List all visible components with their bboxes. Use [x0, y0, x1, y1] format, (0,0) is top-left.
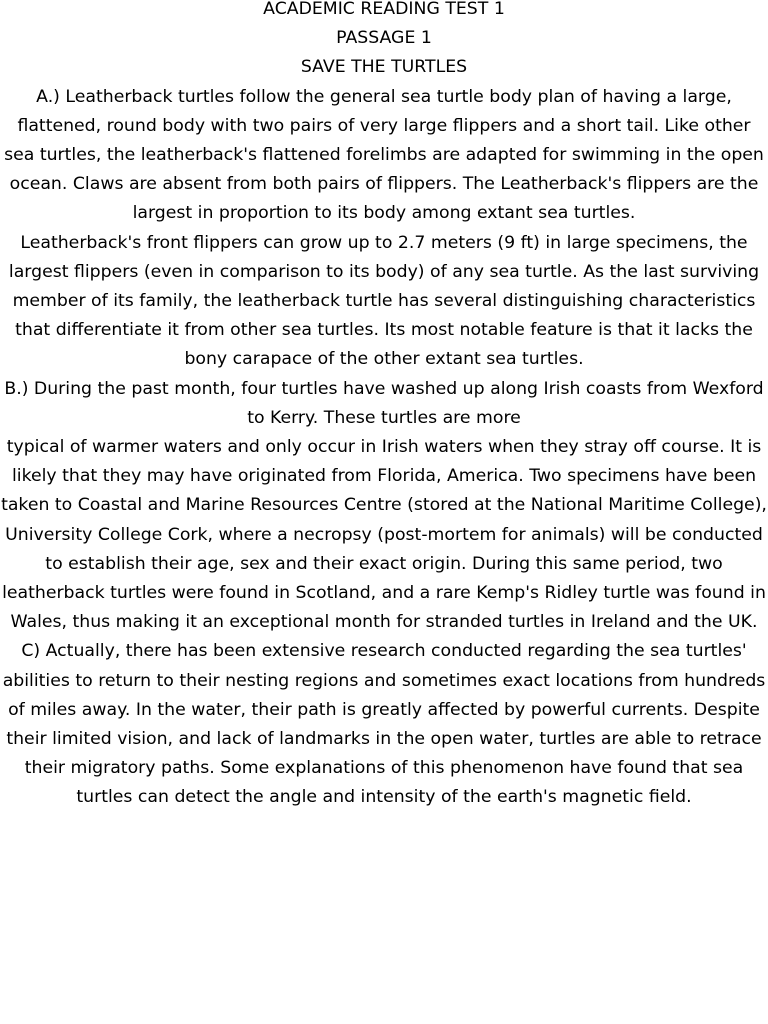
- test-title: ACADEMIC READING TEST 1: [263, 0, 505, 19]
- paragraph-c: C) Actually, there has been extensive research conducted regarding the sea turtles' abilities to return to their nesting regions and sometimes exact locations from hundreds of miles away. In the water, their path is greatly affected by powerful currents. Despite their limited vision, and lack of landmarks in the open water, turtles are able to retrace their migratory paths. Some explanations of this phenomenon have found that sea turtles can detect the angle and intensity of the earth's magnetic field.: [2, 641, 766, 808]
- paragraph-b: B.) During the past month, four turtles have washed up along Irish coasts from Wexford to Kerry. These turtles are more: [4, 378, 764, 428]
- passage-label: PASSAGE 1: [336, 28, 432, 49]
- passage-title: SAVE THE TURTLES: [300, 57, 468, 78]
- paragraph-b-continued: typical of warmer waters and only occur in Irish waters when they stray off course. It is likely that they may have originated from Florida, America. Two specimens have been taken to Coastal and Marine Resources Centre (stored at the National Maritime College), University College Cork, where a necropsy (post-mortem for animals) will be conducted to establish their age, sex and their exact origin. During this same period, two leatherback turtles were found in Scotland, and a rare Kemp's Ridley turtle was found in Wales, thus making it an exceptional month for stranded turtles in Ireland and the UK.: [1, 437, 767, 633]
- paragraph-a: A.) Leatherback turtles follow the general sea turtle body plan of having a large, flattened, round body with two pairs of very large flippers and a short tail. Like other sea turtles, the leatherback's flattened forelimbs are adapted for swimming in the open ocean. Claws are absent from both pairs of flippers. The Leatherback's flippers are the largest in proportion to its body among extant sea turtles.: [4, 86, 764, 224]
- paragraph-a-continued: Leatherback's front flippers can grow up to 2.7 meters (9 ft) in large specimens, the largest flippers (even in comparison to its body) of any sea turtle. As the last surviving member of its family, the leatherback turtle has several distinguishing characteristics that differentiate it from other sea turtles. Its most notable feature is that it lacks the bony carapace of the other extant sea turtles.: [8, 232, 760, 370]
